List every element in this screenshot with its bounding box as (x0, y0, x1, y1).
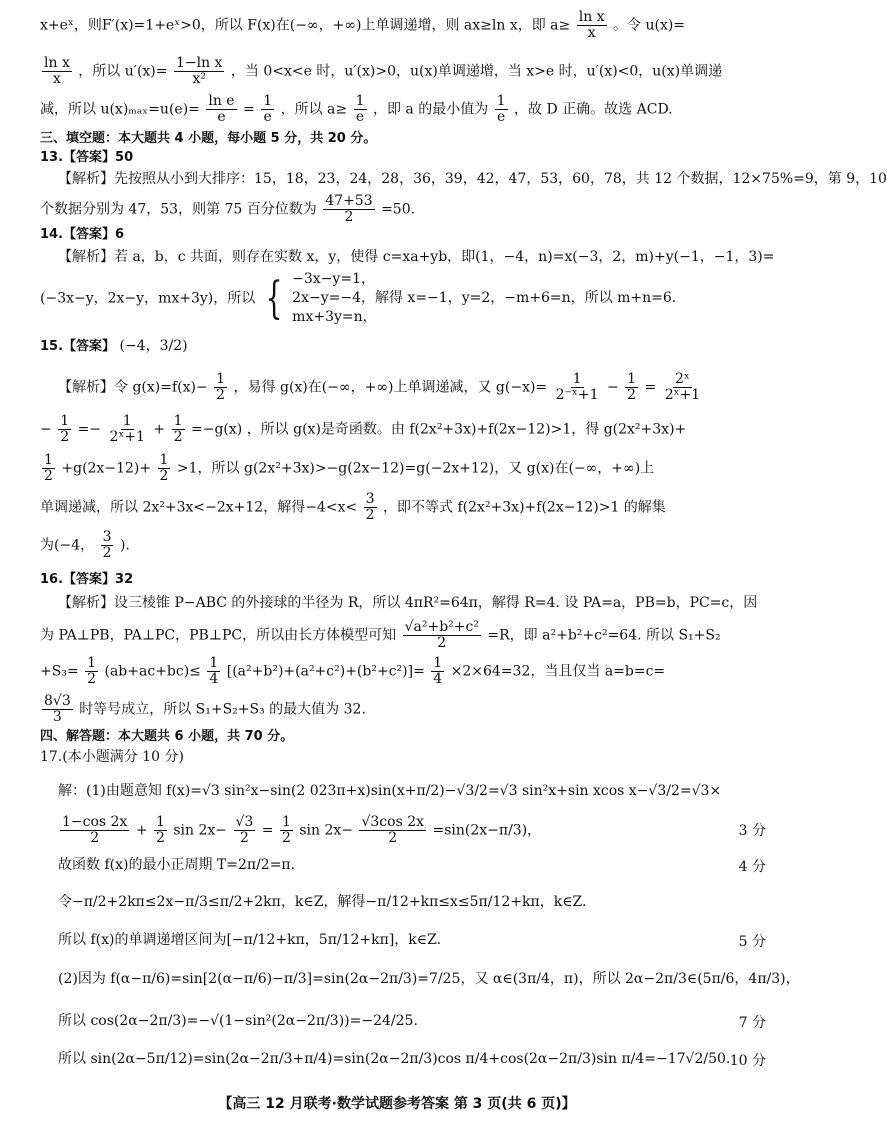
fraction: $\frac{1}{4}$ (209, 655, 219, 687)
text-line: 解：(1)由题意知 f(x)=√3 sin²x−sin(2 023π+x)sin(x+π/2)−√3/2=√3 sin²x+sin xcos x−√3/2=√3× (58, 783, 722, 799)
text-line: $\frac{1-\cos 2x}{2}$ + $\frac{1}{2}$ sin 2x− $\frac{√3}{2}$ = $\frac{1}{2}$ sin 2x− $\frac{√3\cos 2x}{2}$ =sin(2x−π/3)， (62, 814, 542, 846)
text-line: $\frac{8√3}{3}$ 时等号成立，所以 S₁+S₂+S₃ 的最大值为 32. (44, 693, 366, 725)
text-line: − $\frac{1}{2}$ =− $\frac{1}{\text{2ˣ+1}}$ + $\frac{1}{2}$ =−g(x) ，所以 g(x)是奇函数。由 f(2x²+3x)+f(2x−12)>1，得 g(2x²+3x)+ (40, 413, 687, 445)
answer-heading: 14.【答案】6 (40, 227, 125, 242)
text-line: 【解析】令 g(x)=f(x)− $\frac{1}{2}$ ，易得 g(x)在(−∞，+∞)上单调递减，又 g(−x)= $\frac{1}{\text{2⁻ˣ+1}}$ − $\frac{1}{2}$ = $\frac{\text{2ˣ}}{\text{2ˣ+1}}$ (58, 371, 701, 403)
text-line: 个数据分别为 47，53，则第 75 百分位数为 $\frac{47+53}{2}$ =50. (40, 193, 416, 225)
text-line: $\frac{\text{ln x}}{x}$ ，所以 u′(x)= $\frac{\text{1−ln x}}{\text{x²}}$ ，当 0<x<e 时，u′(x)>0，u(x)单调递增，当 x>e 时，u′(x)<0，u(x)单调递 (44, 55, 723, 87)
fraction: $\frac{1}{2}$ (44, 452, 53, 484)
fraction: $\frac{3}{2}$ (102, 529, 112, 561)
question-heading: 17.(本小题满分 10 分) (40, 749, 184, 765)
score: 5 分 (738, 934, 766, 950)
text-line: 所以 cos(2α−2π/3)=−√(1−sin²(2α−2π/3))=−24/25. (58, 1013, 418, 1029)
fraction: $\frac{\text{ln x}}{x}$ (578, 9, 605, 41)
fraction: $\frac{1}{\text{2ˣ+1}}$ (109, 413, 145, 445)
text-line: 所以 f(x)的单调递增区间为[−π/12+kπ，5π/12+kπ]，k∈Z. (58, 932, 442, 948)
score: 3 分 (738, 823, 766, 839)
fraction: $\frac{1}{e}$ (263, 93, 273, 125)
text-line: 所以 sin(2α−5π/12)=sin(2α−2π/3+π/4)=sin(2α−2π/3)cos π/4+cos(2α−2π/3)sin π/4=−17√2/50. (58, 1051, 731, 1067)
text-line: 为 PA⊥PB，PA⊥PC，PB⊥PC，所以由长方体模型可知 $\frac{\text{√a²+b²+c²}}{2}$ =R，即 a²+b²+c²=64. 所以 S₁+S₂ (40, 619, 721, 651)
fraction: $\frac{\text{ln x}}{x}$ (44, 55, 70, 87)
fraction: $\frac{1}{2}$ (281, 814, 291, 846)
answer-value: (−4，3/2) (119, 338, 188, 354)
text-line: 【解析】设三棱锥 P−ABC 的外接球的半径为 R，所以 4πR²=64π，解得 R=4. 设 PA=a，PB=b，PC=c，因 (58, 595, 758, 611)
text-line: 令−π/2+2kπ≤2x−π/3≤π/2+2kπ，k∈Z，解得−π/12+kπ≤x≤5π/12+kπ，k∈Z. (58, 894, 587, 910)
fraction: $\frac{1}{2}$ (156, 814, 165, 846)
fraction: $\frac{1}{4}$ (433, 655, 443, 687)
fraction: $\frac{\text{2ˣ}}{\text{2ˣ+1}}$ (664, 371, 701, 403)
section-heading: 四、解答题：本大题共 6 小题，共 70 分。 (40, 729, 294, 744)
fraction: $\frac{\text{√a²+b²+c²}}{2}$ (404, 619, 479, 651)
fraction: $\frac{1}{2}$ (159, 452, 169, 484)
text-line: $\frac{1}{2}$ +g(2x−12)+ $\frac{1}{2}$ >1，所以 g(2x²+3x)>−g(2x−12)=g(−2x+12)，又 g(x)在(−∞，+∞)上 (44, 452, 655, 484)
score: 4 分 (738, 859, 766, 875)
text-line: 为(−4， $\frac{3}{2}$ ). (40, 529, 130, 561)
fraction: $\frac{1}{e}$ (496, 93, 506, 125)
text-line: 故函数 f(x)的最小正周期 T=2π/2=π. (58, 857, 296, 873)
answer-heading: 13.【答案】50 (40, 150, 134, 165)
fraction: $\frac{1}{2}$ (87, 655, 97, 687)
fraction: $\frac{1}{2}$ (216, 371, 226, 403)
text-line: 15.【答案】 (−4，3/2) (40, 338, 188, 354)
text-line: x+eˣ，则F′(x)=1+eˣ>0，所以 F(x)在(−∞，+∞)上单调递增，则 ax≥ln x，即 a≥ $\frac{\text{ln x}}{x}$ 。令 u(x)= (40, 9, 686, 41)
answer-heading: 16.【答案】32 (40, 572, 134, 587)
text-line: +S₃= $\frac{1}{2}$ (ab+ac+bc)≤ $\frac{1}{4}$ [(a²+b²)+(a²+c²)+(b²+c²)]= $\frac{1}{4}$ ×2×64=32，当且仅当 a=b=c= (40, 655, 666, 687)
fraction: $\frac{\text{1−ln x}}{\text{x²}}$ (175, 55, 223, 87)
equation-system: −3x−y=1， 2x−y=−4，解得 x=−1，y=2，−m+6=n，所以 m+n=6. mx+3y=n， (292, 271, 677, 325)
fraction: $\frac{1}{2}$ (173, 413, 183, 445)
text-line: 单调递减，所以 2x²+3x<−2x+12，解得−4<x< $\frac{3}{2}$ ，即不等式 f(2x²+3x)+f(2x−12)>1 的解集 (40, 491, 666, 523)
fraction: $\frac{1}{e}$ (355, 93, 365, 125)
fraction: $\frac{\text{ln e}}{e}$ (208, 93, 235, 125)
fraction: $\frac{3}{2}$ (365, 491, 375, 523)
brace: { (265, 272, 283, 324)
fraction: $\frac{√3\cos 2x}{2}$ (361, 814, 425, 846)
text-line: 【解析】若 a，b，c 共面，则存在实数 x，y，使得 c=xa+yb，即(1，−4，n)=x(−3，2，m)+y(−1，−1，3)= (58, 249, 775, 265)
fraction: $\frac{1-\cos 2x}{2}$ (62, 814, 128, 846)
text-line: (−3x−y，2x−y，mx+3y)，所以 { −3x−y=1， 2x−y=−4，解得 x=−1，y=2，−m+6=n，所以 m+n=6. mx+3y=n， (40, 271, 677, 325)
score: 10 分 (729, 1053, 766, 1069)
fraction: $\frac{1}{\text{2⁻ˣ+1}}$ (555, 371, 599, 403)
page-footer: 【高三 12 月联考·数学试题参考答案 第 3 页(共 6 页)】 (218, 1096, 576, 1112)
score: 7 分 (738, 1015, 766, 1031)
section-heading: 三、填空题：本大题共 4 小题，每小题 5 分，共 20 分。 (40, 131, 377, 146)
fraction: $\frac{√3}{2}$ (235, 814, 254, 846)
fraction: $\frac{1}{2}$ (60, 413, 70, 445)
fraction: $\frac{47+53}{2}$ (325, 193, 373, 225)
text-line: (2)因为 f(α−π/6)=sin[2(α−π/6)−π/3]=sin(2α−2π/3)=7/25，又 α∈(3π/4，π)，所以 2α−2π/3∈(5π/6，4π/3)， (58, 971, 800, 987)
fraction: $\frac{1}{2}$ (627, 371, 637, 403)
fraction: $\frac{8√3}{3}$ (44, 693, 71, 725)
text-line: 【解析】先按照从小到大排序：15，18，23，24，28，36，39，42，47，53，60，78，共 12 个数据，12×75%=9，第 9，10 (58, 171, 887, 187)
text-line: 减，所以 u(x)ₘₐₓ=u(e)= $\frac{\text{ln e}}{e}$ = $\frac{1}{e}$ ，所以 a≥ $\frac{1}{e}$ ，即 a 的最小值为 $\frac{1}{e}$ ，故 D 正确。故选 ACD. (40, 93, 673, 125)
